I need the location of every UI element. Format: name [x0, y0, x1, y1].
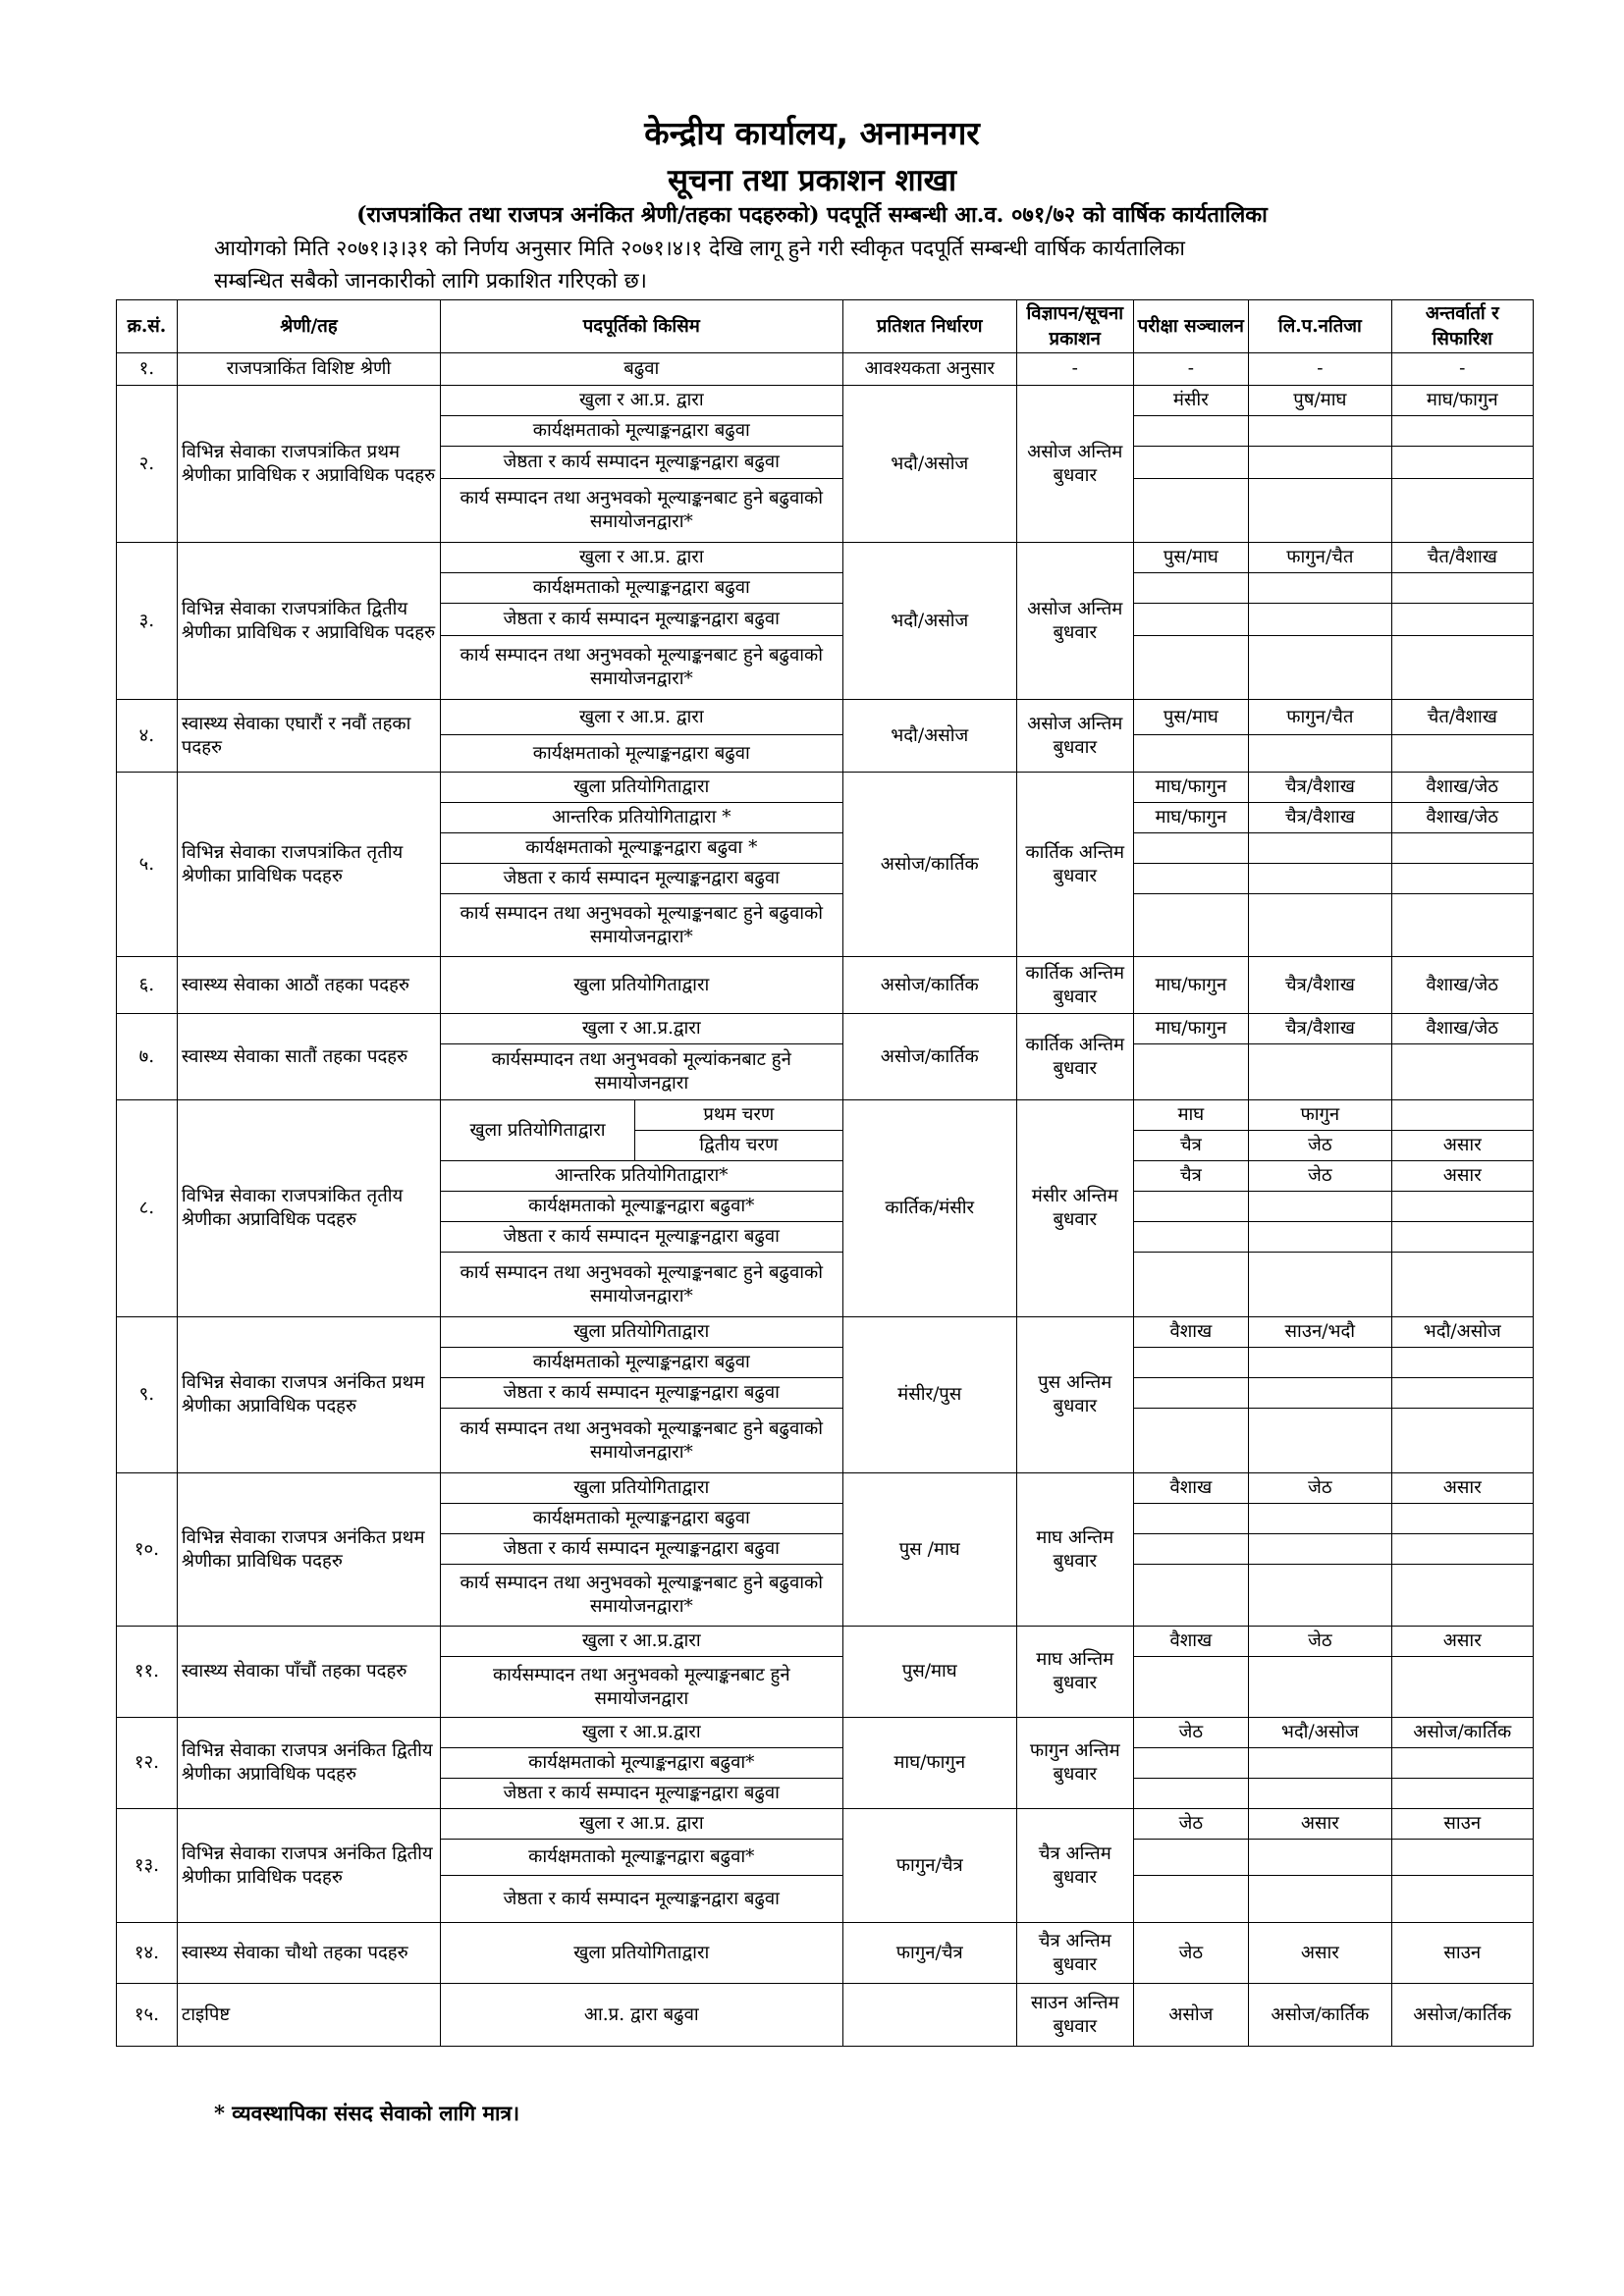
row-interview: माघ/फागुन [1391, 386, 1533, 416]
row-type: जेष्ठता र कार्य सम्पादन मूल्याङ्कनद्वारा बढुवा [441, 447, 842, 479]
row-percent: असोज/कार्तिक [842, 773, 1016, 957]
row-sn: ३. [117, 543, 178, 700]
schedule-subtitle: (राजपत्रांकित तथा राजपत्र अनंकित श्रेणी/तहका पदहरुको) पदपूर्ति सम्बन्धी आ.व. ०७१/७२ को वार्षिक कार्यतालिका [356, 202, 1268, 228]
row-result: असार [1249, 1923, 1391, 1984]
row-advert: फागुन अन्तिम बुधवार [1016, 1718, 1133, 1809]
row-type: कार्य सम्पादन तथा अनुभवको मूल्याङ्कनबाट हुने बढुवाको समायोजनद्वारा* [441, 894, 842, 957]
row-type: आन्तरिक प्रतियोगिताद्वारा * [441, 803, 842, 833]
header-advert: विज्ञापन/सूचना प्रकाशन [1016, 300, 1133, 353]
row-exam: मंसीर [1133, 386, 1249, 416]
row-result: जेठ [1249, 1627, 1391, 1657]
row-sn: २. [117, 386, 178, 543]
row-level: स्वास्थ्य सेवाका पाँचौं तहका पदहरु [177, 1627, 440, 1718]
row-interview: असार [1391, 1627, 1533, 1657]
row-advert: कार्तिक अन्तिम बुधवार [1016, 1014, 1133, 1100]
row-exam: वैशाख [1133, 1473, 1249, 1504]
row-type: जेष्ठता र कार्य सम्पादन मूल्याङ्कनद्वारा बढुवा [441, 1534, 842, 1565]
row-interview: वैशाख/जेठ [1391, 773, 1533, 803]
row-type: कार्यसम्पादन तथा अनुभवको मूल्याङ्कनबाट हुने समायोजनद्वारा [441, 1657, 842, 1718]
footnote: * व्यवस्थापिका संसद सेवाको लागि मात्र। [214, 2101, 520, 2125]
row-sn: ८. [117, 1100, 178, 1317]
row-advert: मंसीर अन्तिम बुधवार [1016, 1100, 1133, 1317]
row-result: चैत्र/वैशाख [1249, 957, 1391, 1014]
table-row [117, 1809, 1534, 1840]
row-level: राजपत्राकिंत विशिष्ट श्रेणी [177, 353, 440, 386]
table-row [117, 1984, 1534, 2047]
row-type: कार्यसम्पादन तथा अनुभवको मूल्यांकनबाट हुने समायोजनद्वारा [441, 1044, 842, 1100]
row-sn: १०. [117, 1473, 178, 1627]
table-row [117, 1923, 1534, 1984]
row-type: कार्य सम्पादन तथा अनुभवको मूल्याङ्कनबाट हुने बढुवाको समायोजनद्वारा* [441, 636, 842, 700]
row-sn: १५. [117, 1984, 178, 2047]
row-exam: वैशाख [1133, 1627, 1249, 1657]
row-interview: साउन [1391, 1809, 1533, 1840]
row-percent: फागुन/चैत्र [842, 1923, 1016, 1984]
intro-line-1: आयोगको मिति २०७१।३।३१ को निर्णय अनुसार मिति २०७१।४।१ देखि लागू हुने गरी स्वीकृत पदपूर्ति सम्बन्धी वार्षिक कार्यतालिका [214, 237, 1185, 261]
branch-title: सूचना तथा प्रकाशन शाखा [667, 163, 957, 198]
row-type: कार्यक्षमताको मूल्याङ्कनद्वारा बढुवा [441, 1348, 842, 1378]
row-advert: माघ अन्तिम बुधवार [1016, 1627, 1133, 1718]
row-type: जेष्ठता र कार्य सम्पादन मूल्याङ्कनद्वारा बढुवा [441, 604, 842, 636]
row-percent: असोज/कार्तिक [842, 1014, 1016, 1100]
row-interview: साउन [1391, 1923, 1533, 1984]
row-exam: पुस/माघ [1133, 543, 1249, 573]
row-interview: असार [1391, 1473, 1533, 1504]
row-interview: असोज/कार्तिक [1391, 1718, 1533, 1748]
row-type: खुला प्रतियोगिताद्वारा [441, 1473, 842, 1504]
row-percent: आवश्यकता अनुसार [842, 353, 1016, 386]
row-result: असार [1249, 1809, 1391, 1840]
row-percent: पुस/माघ [842, 1627, 1016, 1718]
row-type: जेष्ठता र कार्य सम्पादन मूल्याङ्कनद्वारा बढुवा [441, 1876, 842, 1923]
header-percent: प्रतिशत निर्धारण [842, 300, 1016, 353]
row-type: खुला प्रतियोगिताद्वारा [441, 1317, 842, 1348]
row-type: खुला प्रतियोगिताद्वारा [441, 1923, 842, 1984]
row-exam: जेठ [1133, 1809, 1249, 1840]
row-type: खुला प्रतियोगिताद्वारा [441, 957, 842, 1014]
row-percent: भदौ/असोज [842, 700, 1016, 773]
row-level: स्वास्थ्य सेवाका एघारौं र नवौं तहका पदहरु [177, 700, 440, 773]
row-type: कार्यक्षमताको मूल्याङ्कनद्वारा बढुवा [441, 416, 842, 447]
row-type: कार्यक्षमताको मूल्याङ्कनद्वारा बढुवा [441, 573, 842, 604]
row-level: विभिन्न सेवाका राजपत्रांकित तृतीय श्रेणीका अप्राविधिक पदहरु [177, 1100, 440, 1317]
row-type: खुला र आ.प्र.द्वारा [441, 1627, 842, 1657]
row-sn: ४. [117, 700, 178, 773]
row-result: जेठ [1249, 1131, 1391, 1161]
row-exam: जेठ [1133, 1923, 1249, 1984]
row-type: खुला र आ.प्र.द्वारा [441, 1014, 842, 1044]
row-level: विभिन्न सेवाका राजपत्रांकित प्रथम श्रेणीका प्राविधिक र अप्राविधिक पदहरु [177, 386, 440, 543]
row-advert: माघ अन्तिम बुधवार [1016, 1473, 1133, 1627]
row-sn: १. [117, 353, 178, 386]
row-result: असोज/कार्तिक [1249, 1984, 1391, 2047]
row-exam: माघ [1133, 1100, 1249, 1131]
row-type: कार्यक्षमताको मूल्याङ्कनद्वारा बढुवा * [441, 833, 842, 864]
row-sn: ५. [117, 773, 178, 957]
row-advert: असोज अन्तिम बुधवार [1016, 700, 1133, 773]
row-interview: चैत/वैशाख [1391, 543, 1533, 573]
row-percent: मंसीर/पुस [842, 1317, 1016, 1473]
row-advert: चैत्र अन्तिम बुधवार [1016, 1809, 1133, 1923]
intro-line-2: सम्बन्धित सबैको जानकारीको लागि प्रकाशित गरिएको छ। [214, 269, 647, 294]
row-result: साउन/भदौ [1249, 1317, 1391, 1348]
row-type: खुला र आ.प्र. द्वारा [441, 700, 842, 735]
row-result: चैत्र/वैशाख [1249, 803, 1391, 833]
row-exam: माघ/फागुन [1133, 803, 1249, 833]
row-level: विभिन्न सेवाका राजपत्र अनंकित प्रथम श्रेणीका प्राविधिक पदहरु [177, 1473, 440, 1627]
row-level: विभिन्न सेवाका राजपत्र अनंकित प्रथम श्रेणीका अप्राविधिक पदहरु [177, 1317, 440, 1473]
header-interview: अन्तर्वार्ता र सिफारिश [1391, 300, 1533, 353]
row-level: स्वास्थ्य सेवाका चौथो तहका पदहरु [177, 1923, 440, 1984]
table-row [117, 543, 1534, 573]
row-type: कार्यक्षमताको मूल्याङ्कनद्वारा बढुवा* [441, 1748, 842, 1779]
row-result: भदौ/असोज [1249, 1718, 1391, 1748]
row-level: विभिन्न सेवाका राजपत्र अनंकित द्वितीय श्रेणीका प्राविधिक पदहरु [177, 1809, 440, 1923]
row-advert: कार्तिक अन्तिम बुधवार [1016, 773, 1133, 957]
row-advert: पुस अन्तिम बुधवार [1016, 1317, 1133, 1473]
row-type: कार्य सम्पादन तथा अनुभवको मूल्याङ्कनबाट हुने बढुवाको समायोजनद्वारा* [441, 1409, 842, 1473]
row-type: कार्य सम्पादन तथा अनुभवको मूल्याङ्कनबाट हुने बढुवाको समायोजनद्वारा* [441, 1253, 842, 1317]
row-interview: असार [1391, 1131, 1533, 1161]
row-type: खुला प्रतियोगिताद्वारा [441, 773, 842, 803]
row-exam: माघ/फागुन [1133, 773, 1249, 803]
row-result: चैत्र/वैशाख [1249, 773, 1391, 803]
row-level: विभिन्न सेवाका राजपत्रांकित द्वितीय श्रेणीका प्राविधिक र अप्राविधिक पदहरु [177, 543, 440, 700]
row-type: आ.प्र. द्वारा बढुवा [441, 1984, 842, 2047]
row-percent: भदौ/असोज [842, 543, 1016, 700]
row-level: विभिन्न सेवाका राजपत्रांकित तृतीय श्रेणीका प्राविधिक पदहरु [177, 773, 440, 957]
row-type: जेष्ठता र कार्य सम्पादन मूल्याङ्कनद्वारा बढुवा [441, 1378, 842, 1409]
row-sn: ६. [117, 957, 178, 1014]
row-sn: १४. [117, 1923, 178, 1984]
row-exam: जेठ [1133, 1718, 1249, 1748]
office-title: केन्द्रीय कार्यालय, अनामनगर [644, 114, 980, 152]
table-row [117, 773, 1534, 803]
row-result: फागुन/चैत [1249, 700, 1391, 735]
row-type: जेष्ठता र कार्य सम्पादन मूल्याङ्कनद्वारा बढुवा [441, 1222, 842, 1253]
row-interview: वैशाख/जेठ [1391, 1014, 1533, 1044]
header-result: लि.प.नतिजा [1249, 300, 1391, 353]
row-interview: असार [1391, 1161, 1533, 1192]
row-advert: कार्तिक अन्तिम बुधवार [1016, 957, 1133, 1014]
row-percent: पुस /माघ [842, 1473, 1016, 1627]
row-exam: वैशाख [1133, 1317, 1249, 1348]
row-type: खुला प्रतियोगिताद्वारा [441, 1100, 635, 1161]
row-exam: असोज [1133, 1984, 1249, 2047]
row-type: बढुवा [441, 353, 842, 386]
row-interview: - [1391, 353, 1533, 386]
table-row [117, 1317, 1534, 1348]
row-interview: वैशाख/जेठ [1391, 957, 1533, 1014]
row-exam: माघ/फागुन [1133, 1014, 1249, 1044]
row-result: फागुन/चैत [1249, 543, 1391, 573]
row-interview: वैशाख/जेठ [1391, 803, 1533, 833]
row-result: पुष/माघ [1249, 386, 1391, 416]
row-interview: चैत/वैशाख [1391, 700, 1533, 735]
row-phase: द्वितीय चरण [635, 1131, 842, 1161]
row-advert: साउन अन्तिम बुधवार [1016, 1984, 1133, 2047]
row-type: कार्यक्षमताको मूल्याङ्कनद्वारा बढुवा [441, 1504, 842, 1534]
header-level: श्रेणी/तह [177, 300, 440, 353]
row-exam: - [1133, 353, 1249, 386]
row-type: कार्यक्षमताको मूल्याङ्कनद्वारा बढुवा* [441, 1840, 842, 1876]
schedule-table [116, 299, 1534, 2047]
row-sn: ९. [117, 1317, 178, 1473]
table-row [117, 1718, 1534, 1748]
row-interview: असोज/कार्तिक [1391, 1984, 1533, 2047]
row-type: खुला र आ.प्र. द्वारा [441, 1809, 842, 1840]
row-sn: १२. [117, 1718, 178, 1809]
header-sn: क्र.सं. [117, 300, 178, 353]
row-type: आन्तरिक प्रतियोगिताद्वारा* [441, 1161, 842, 1192]
row-advert: असोज अन्तिम बुधवार [1016, 543, 1133, 700]
row-level: टाइपिष्ट [177, 1984, 440, 2047]
table-row [117, 386, 1534, 416]
row-advert: असोज अन्तिम बुधवार [1016, 386, 1133, 543]
table-row [117, 700, 1534, 735]
row-exam: माघ/फागुन [1133, 957, 1249, 1014]
row-result: - [1249, 353, 1391, 386]
table-row [117, 1473, 1534, 1504]
table-row [117, 353, 1534, 386]
row-exam: पुस/माघ [1133, 700, 1249, 735]
row-type: जेष्ठता र कार्य सम्पादन मूल्याङ्कनद्वारा बढुवा [441, 1779, 842, 1809]
row-level: विभिन्न सेवाका राजपत्र अनंकित द्वितीय श्रेणीका अप्राविधिक पदहरु [177, 1718, 440, 1809]
row-percent: कार्तिक/मंसीर [842, 1100, 1016, 1317]
row-level: स्वास्थ्य सेवाका आठौं तहका पदहरु [177, 957, 440, 1014]
header-type: पदपूर्तिको किसिम [441, 300, 842, 353]
table-row [117, 957, 1534, 1014]
row-sn: ११. [117, 1627, 178, 1718]
row-percent: भदौ/असोज [842, 386, 1016, 543]
row-percent: माघ/फागुन [842, 1718, 1016, 1809]
row-result: जेठ [1249, 1473, 1391, 1504]
row-type: खुला र आ.प्र.द्वारा [441, 1718, 842, 1748]
table-row [117, 1014, 1534, 1044]
row-interview: भदौ/असोज [1391, 1317, 1533, 1348]
header-exam: परीक्षा सञ्चालन [1133, 300, 1249, 353]
row-type: कार्यक्षमताको मूल्याङ्कनद्वारा बढुवा [441, 735, 842, 773]
row-level: स्वास्थ्य सेवाका सातौं तहका पदहरु [177, 1014, 440, 1100]
row-exam: चैत्र [1133, 1161, 1249, 1192]
row-type: खुला र आ.प्र. द्वारा [441, 543, 842, 573]
row-exam: चैत्र [1133, 1131, 1249, 1161]
row-percent: असोज/कार्तिक [842, 957, 1016, 1014]
row-advert: - [1016, 353, 1133, 386]
table-row [117, 1627, 1534, 1657]
row-sn: १३. [117, 1809, 178, 1923]
row-result: जेठ [1249, 1161, 1391, 1192]
row-type: कार्य सम्पादन तथा अनुभवको मूल्याङ्कनबाट हुने बढुवाको समायोजनद्वारा* [441, 479, 842, 543]
table-row [117, 1100, 1534, 1131]
row-result: फागुन [1249, 1100, 1391, 1131]
row-phase: प्रथम चरण [635, 1100, 842, 1131]
row-type: खुला र आ.प्र. द्वारा [441, 386, 842, 416]
row-type: कार्य सम्पादन तथा अनुभवको मूल्याङ्कनबाट हुने बढुवाको समायोजनद्वारा* [441, 1565, 842, 1627]
table-header-row [117, 300, 1534, 353]
row-advert: चैत्र अन्तिम बुधवार [1016, 1923, 1133, 1984]
row-type: जेष्ठता र कार्य सम्पादन मूल्याङ्कनद्वारा बढुवा [441, 864, 842, 894]
row-type: कार्यक्षमताको मूल्याङ्कनद्वारा बढुवा* [441, 1192, 842, 1222]
row-percent [842, 1984, 1016, 2047]
row-percent: फागुन/चैत्र [842, 1809, 1016, 1923]
row-result: चैत्र/वैशाख [1249, 1014, 1391, 1044]
row-sn: ७. [117, 1014, 178, 1100]
